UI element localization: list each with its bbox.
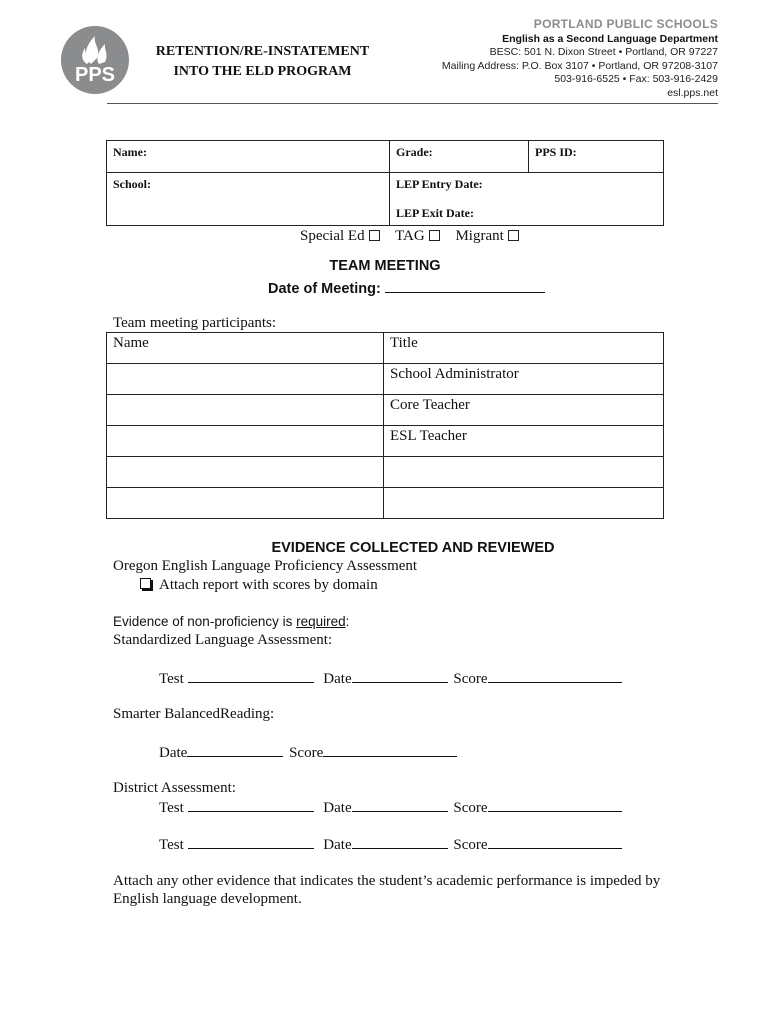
header-divider [107,103,718,104]
date-label: Date [323,837,352,853]
title-line-2: INTO THE ELD PROGRAM [173,64,352,79]
evidence-title: EVIDENCE COLLECTED AND REVIEWED [271,540,555,556]
pps-logo [61,26,129,94]
participants-table [106,332,664,519]
participant-name-cell[interactable] [107,488,384,519]
special-ed-label: Special Ed [300,228,365,244]
address-line-2: Mailing Address: P.O. Box 3107 • Portland, OR 97208-3107 [441,59,718,72]
logo-text: PPS [74,64,116,86]
school-label: School: [113,177,152,191]
date-label: Date [323,671,352,687]
lep-entry-label: LEP Entry Date: [396,177,483,191]
grade-label: Grade: [396,145,433,159]
standardized-test-row [159,669,622,688]
website: esl.pps.net [667,86,718,99]
participants-label: Team meeting participants: [113,315,277,331]
special-ed-checkbox[interactable] [369,230,380,241]
table-row [107,457,664,488]
test-field[interactable] [188,669,314,683]
test-label: Test [159,837,184,853]
test-field[interactable] [188,835,314,849]
address-line-1: BESC: 501 N. Dixon Street • Portland, OR 97227 [489,46,718,58]
pps-id-cell[interactable] [529,141,664,173]
participant-title-cell[interactable]: Core Teacher [384,395,664,426]
required-suffix: : [345,614,350,629]
district-test-row [159,798,622,817]
test-label: Test [159,671,184,687]
score-label: Score [453,671,488,687]
participant-title-cell[interactable]: ESL Teacher [384,426,664,457]
date-label: Date [323,800,352,816]
grade-cell[interactable] [390,141,529,173]
school-cell[interactable] [107,173,390,226]
phone-fax: 503-916-6525 • Fax: 503-916-2429 [554,73,718,85]
tag-checkbox[interactable] [429,230,440,241]
other-evidence-line-1: Attach any other evidence that indicates the student’s academic performance is impeded by [113,873,661,889]
date-field[interactable] [352,669,448,683]
table-row [107,426,664,457]
smarter-balanced-label: Smarter BalancedReading: [113,706,275,722]
tag-label: TAG [395,228,425,244]
attach-report-label: Attach report with scores by domain [159,577,378,593]
name-cell[interactable] [107,141,390,173]
table-row [107,488,664,519]
attach-report-item [140,577,378,594]
date-of-meeting-label: Date of Meeting: [268,281,381,297]
other-evidence-note [113,872,713,908]
column-header-name: Name [107,333,384,364]
date-field[interactable] [352,835,448,849]
pps-id-label: PPS ID: [535,145,577,159]
document-title [140,42,385,82]
score-label: Score [453,837,488,853]
lep-dates-cell[interactable] [390,173,664,226]
score-field[interactable] [488,835,622,849]
migrant-label: Migrant [455,228,504,244]
department-name: English as a Second Language Department [502,33,718,45]
score-field[interactable] [323,743,457,757]
date-field[interactable] [352,798,448,812]
table-row [107,364,664,395]
attach-report-checkbox[interactable] [140,578,151,589]
participant-title-cell[interactable] [384,457,664,488]
program-checkboxes [300,228,531,245]
other-evidence-line-2: English language development. [113,891,302,907]
student-info-table [106,140,664,226]
participant-name-cell[interactable] [107,395,384,426]
name-label: Name: [113,145,147,159]
required-word: required [296,614,346,629]
date-of-meeting [268,278,545,297]
participant-title-cell[interactable]: School Administrator [384,364,664,395]
standardized-label: Standardized Language Assessment: [113,632,333,648]
tag-option[interactable] [395,228,440,244]
table-row [107,395,664,426]
score-label: Score [289,745,324,761]
flame-icon [61,28,129,68]
column-header-title: Title [384,333,664,364]
required-note [113,614,349,629]
district-name: PORTLAND PUBLIC SCHOOLS [533,17,718,31]
participant-name-cell[interactable] [107,457,384,488]
migrant-checkbox[interactable] [508,230,519,241]
date-label: Date [159,745,188,761]
district-assessment-label: District Assessment: [113,780,236,796]
migrant-option[interactable] [455,228,518,244]
district-info [358,16,718,100]
required-prefix: Evidence of non-proficiency is [113,614,297,629]
oelpa-label: Oregon English Language Proficiency Assessment [113,558,418,574]
date-of-meeting-field[interactable] [385,278,545,293]
participant-title-cell[interactable] [384,488,664,519]
team-meeting-title: TEAM MEETING [329,258,441,274]
lep-exit-label: LEP Exit Date: [396,206,474,220]
district-test-row [159,835,622,854]
date-field[interactable] [187,743,283,757]
special-ed-option[interactable] [300,228,380,244]
score-field[interactable] [488,798,622,812]
participant-name-cell[interactable] [107,364,384,395]
test-field[interactable] [188,798,314,812]
participant-name-cell[interactable] [107,426,384,457]
smarter-balanced-row [159,743,457,762]
score-label: Score [453,800,488,816]
test-label: Test [159,800,184,816]
title-line-1: RETENTION/RE-INSTATEMENT [155,44,370,59]
score-field[interactable] [488,669,622,683]
